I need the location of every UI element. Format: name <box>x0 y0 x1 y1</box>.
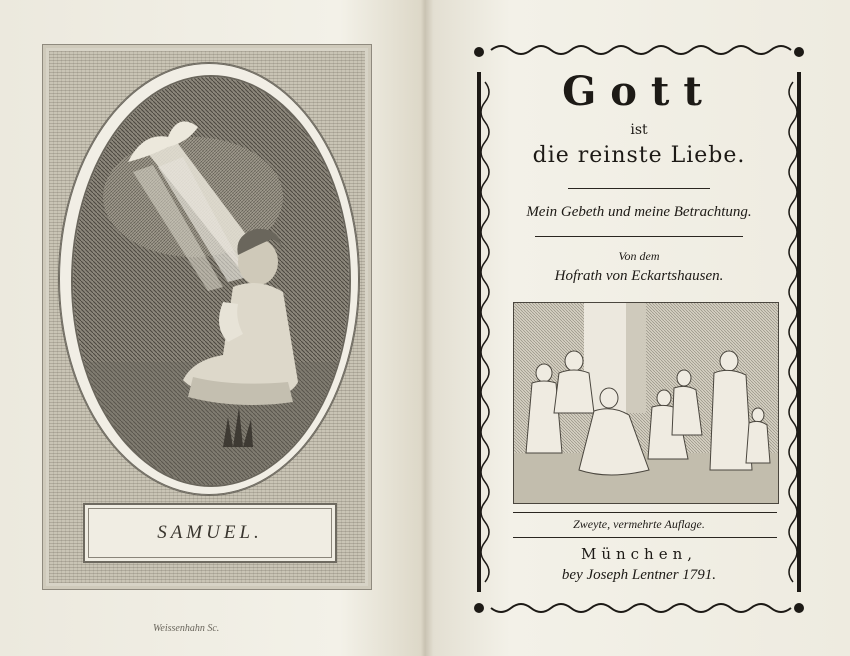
imprint: bey Joseph Lentner 1791. <box>561 567 717 583</box>
rule-4 <box>513 537 777 538</box>
nameplate-text: SAMUEL. <box>157 522 263 543</box>
by-line: Von dem <box>618 249 660 263</box>
title-vignette <box>513 302 779 504</box>
nameplate <box>83 503 337 563</box>
author: Hofrath von Eckartshausen. <box>554 268 724 284</box>
frontispiece-plate <box>42 44 372 634</box>
rule-2 <box>535 236 743 237</box>
edition: Zweyte, vermehrte Auflage. <box>573 517 705 531</box>
title-subtitle: die reinste Liebe. <box>532 143 746 168</box>
rule-3 <box>513 512 777 513</box>
title-ist: ist <box>630 122 648 138</box>
right-page <box>425 0 850 656</box>
title-main: Gott <box>562 68 716 115</box>
engraver-credit: Weissenhahn Sc. <box>153 623 220 634</box>
rule-1 <box>568 188 710 189</box>
frontispiece-engraving <box>71 75 351 487</box>
subtitle: Mein Gebeth und meine Betrachtung. <box>526 204 752 220</box>
place: München, <box>580 545 698 563</box>
